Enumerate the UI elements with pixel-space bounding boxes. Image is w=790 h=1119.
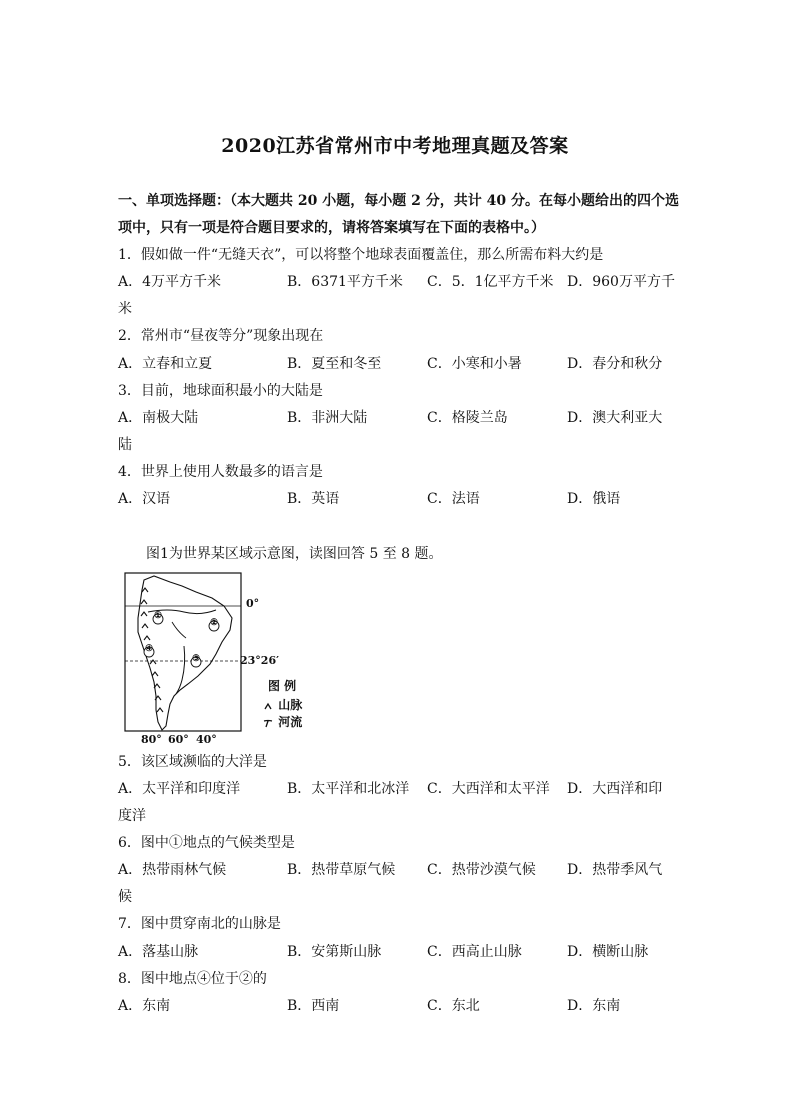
question-4-stem: 4．世界上使用人数最多的语言是 (118, 464, 323, 480)
south-america-map (124, 572, 242, 732)
question-6-option-c: C．热带沙漠气候 (427, 862, 536, 878)
question-6-stem: 6．图中①地点的气候类型是 (118, 835, 295, 851)
tropic-label: 23°26′ (240, 654, 280, 667)
question-4-option-c: C．法语 (427, 491, 480, 507)
point-2-label: ② (210, 618, 219, 628)
question-2-stem: 2．常州市“昼夜等分”现象出现在 (118, 328, 324, 344)
legend-title: 图 例 (268, 679, 297, 693)
legend-mountain-label: 山脉 (278, 698, 303, 712)
question-6-option-a: A．热带雨林气候 (118, 862, 227, 878)
map-frame (125, 573, 241, 731)
longitude-60-label: 60° (168, 733, 189, 746)
question-3-option-c: C．格陵兰岛 (427, 410, 508, 426)
longitude-40-label: 40° (196, 733, 217, 746)
question-8-stem: 8．图中地点④位于②的 (118, 971, 267, 987)
question-5-option-d-wrap: 度洋 (118, 808, 146, 824)
legend-river (262, 713, 302, 730)
question-4-option-b: B．英语 (287, 491, 340, 507)
longitude-80-label: 80° (141, 733, 162, 746)
question-1-option-d-wrap: 米 (118, 301, 132, 317)
question-4-option-a: A．汉语 (118, 491, 171, 507)
question-7-option-b: B．安第斯山脉 (287, 944, 382, 960)
question-2-option-a: A．立春和立夏 (118, 356, 213, 372)
question-7-option-a: A．落基山脉 (118, 944, 199, 960)
legend-river-label: 河流 (278, 715, 303, 729)
question-3-option-b: B．非洲大陆 (287, 410, 368, 426)
branch-icon (262, 718, 274, 728)
question-8-option-a: A．东南 (118, 998, 171, 1014)
question-2-option-c: C．小寒和小暑 (427, 356, 522, 372)
question-5-option-a: A．太平洋和印度洋 (118, 781, 241, 797)
question-6-option-d-wrap: 候 (118, 889, 132, 905)
question-1-stem: 1．假如做一件“无缝天衣”，可以将整个地球表面覆盖住，那么所需布料大约是 (118, 247, 604, 263)
question-3-option-d-wrap: 陆 (118, 437, 132, 453)
question-1-option-a: A．4万平方千米 (118, 274, 222, 290)
question-1-option-b: B．6371平方千米 (287, 274, 403, 290)
question-2-option-d: D．春分和秋分 (567, 356, 663, 372)
point-4-label: ④ (145, 644, 154, 654)
legend-mountain (262, 696, 302, 713)
question-2-option-b: B．夏至和冬至 (287, 356, 382, 372)
section-heading-line1: 一、单项选择题：（本大题共 20 小题，每小题 2 分，共计 40 分。在每小题给出的四个选 (118, 193, 679, 209)
question-5-option-c: C．大西洋和太平洋 (427, 781, 550, 797)
section-heading-line2: 项中，只有一项是符合题目要求的，请将答案填写在下面的表格中。） (118, 220, 545, 236)
question-3-stem: 3．目前，地球面积最小的大陆是 (118, 383, 323, 399)
question-6-option-b: B．热带草原气候 (287, 862, 396, 878)
question-1-option-c: C．5．1亿平方千米 (427, 274, 554, 290)
question-3-option-d: D．澳大利亚大 (567, 410, 663, 426)
question-5-option-d: D．大西洋和印 (567, 781, 663, 797)
question-7-stem: 7．图中贯穿南北的山脉是 (118, 916, 281, 932)
page-title: 2020江苏省常州市中考地理真题及答案 (221, 135, 569, 157)
point-3-label: ③ (192, 654, 201, 664)
question-4-option-d: D．俄语 (567, 491, 621, 507)
question-1-option-d: D．960万平方千 (567, 274, 675, 290)
equator-label: 0° (246, 597, 260, 610)
question-5-stem: 5．该区域濒临的大洋是 (118, 754, 267, 770)
figure-intro: 图1为世界某区域示意图，读图回答 5 至 8 题。 (146, 546, 443, 562)
question-5-option-b: B．太平洋和北冰洋 (287, 781, 410, 797)
question-8-option-d: D．东南 (567, 998, 621, 1014)
question-7-option-d: D．横断山脉 (567, 944, 649, 960)
question-6-option-d: D．热带季风气 (567, 862, 663, 878)
question-8-option-b: B．西南 (287, 998, 340, 1014)
question-7-option-c: C．西高止山脉 (427, 944, 522, 960)
question-3-option-a: A．南极大陆 (118, 410, 199, 426)
question-8-option-c: C．东北 (427, 998, 480, 1014)
caret-icon (262, 701, 274, 711)
point-1-label: ① (154, 611, 163, 621)
